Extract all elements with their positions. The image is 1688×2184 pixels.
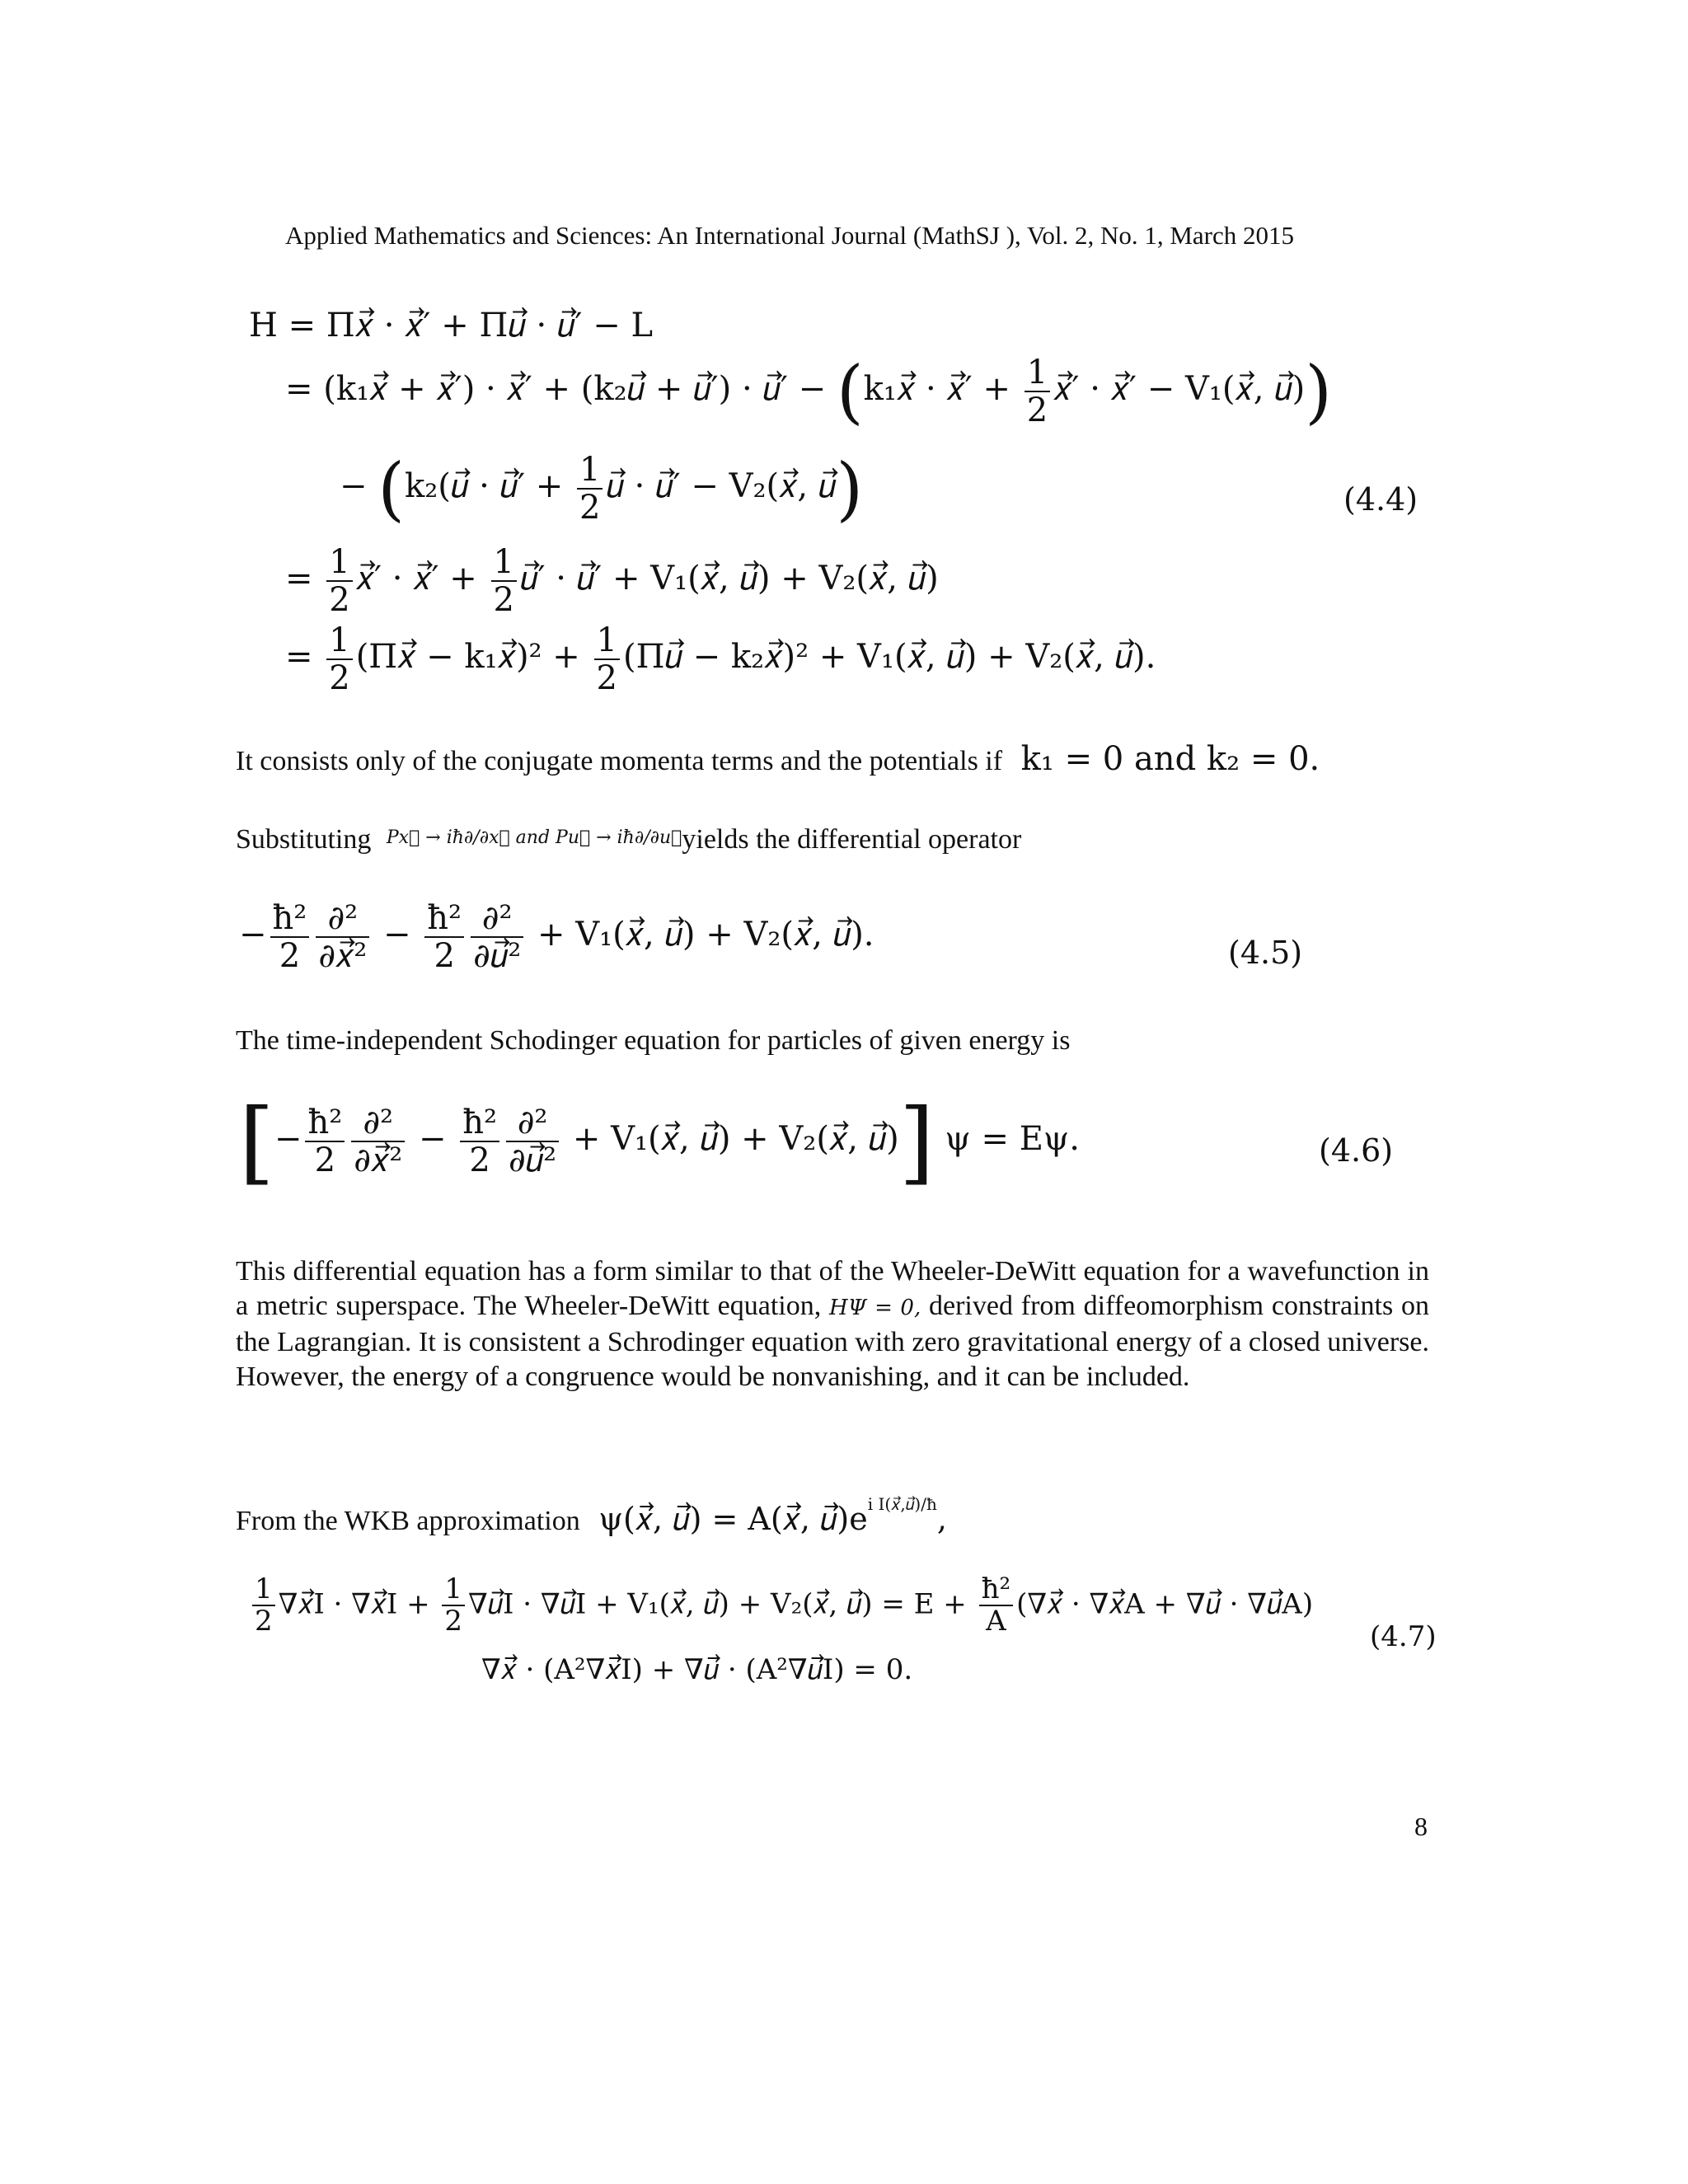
half-fraction: $\frac{1}{2}$ [594, 622, 620, 696]
eq47-number: (4.7) [1370, 1620, 1437, 1653]
second-derivative-u: $\frac{\text{∂²}}{\text{∂𝑢⃗²}}$ [471, 900, 523, 974]
paragraph-wkb [236, 1487, 947, 1539]
half-fraction: $\frac{1}{2}$ [577, 452, 603, 526]
second-derivative-x: $\frac{\text{∂²}}{\text{∂𝑥⃗²}}$ [351, 1104, 405, 1179]
eq44-line2 [285, 351, 1333, 432]
eq44-line5: = $\frac{1}{2}$ (Π𝑥⃗ − k₁𝑥⃗)² + $\frac{1}{2}$ (Π𝑢⃗ − k₂𝑥⃗)² + V₁(𝑥⃗, 𝑢⃗) + V₂(𝑥⃗, 𝑢⃗). [285, 621, 1156, 697]
eq44-line4: = $\frac{1}{2}$ 𝑥⃗′ · 𝑥⃗′ + $\frac{1}{2}$ 𝑢⃗′ · 𝑢⃗′ + V₁(𝑥⃗, 𝑢⃗) + V₂(𝑥⃗, 𝑢⃗) [285, 543, 939, 619]
paragraph-substituting-post: yields the differential operator [682, 824, 1022, 855]
equation-4-7-line2: ∇𝑥⃗ · (A²∇𝑥⃗I) + ∇𝑢⃗ · (A²∇𝑢⃗I) = 0. [481, 1653, 913, 1686]
second-derivative-x: $\frac{\text{∂²}}{\text{∂𝑥⃗²}}$ [316, 900, 369, 974]
running-header: Applied Mathematics and Sciences: An International Journal (MathSJ ), Vol. 2, No. 1, March 2015 [285, 221, 1295, 250]
half-fraction: $\frac{1}{2}$ [252, 1574, 275, 1638]
equation-4-6: [− $\frac{\text{ħ²}}{2}$ $\frac{\text{∂²}}{\text{∂𝑥⃗²}}$ − $\frac{\text{ħ²}}{2}$ $\frac{\text{∂²}}{\text{∂𝑢⃗²}}$ + V₁(𝑥⃗, 𝑢⃗) + V₂(𝑥⃗, 𝑢⃗)] ψ = Eψ. [239, 1089, 1080, 1194]
inline-math-operators: P𝑥⃗ → iħ∂/∂𝑥⃗ and P𝑢⃗ → iħ∂/∂𝑢⃗ [386, 827, 682, 848]
inline-math-k-zero: k₁ = 0 and k₂ = 0. [1020, 740, 1320, 778]
paragraph-momenta [236, 742, 1320, 779]
eq44-line3-inner-b: 𝑢⃗ · 𝑢⃗′ − V₂(𝑥⃗, 𝑢⃗ [606, 467, 837, 505]
inline-math-hpsi: HΨ = 0, [829, 1296, 921, 1320]
half-fraction: $\frac{1}{2}$ [442, 1574, 465, 1638]
eq44-line2-inner-b: 𝑥⃗′ · 𝑥⃗′ − V₁(𝑥⃗, 𝑢⃗) [1053, 370, 1306, 408]
paragraph-schrodinger: The time-independent Schodinger equation for particles of given energy is [236, 1025, 1071, 1056]
eq44-line1: H = Π𝑥⃗ · 𝑥⃗′ + Π𝑢⃗ · 𝑢⃗′ − L [249, 307, 654, 344]
hbar-fraction: $\frac{\text{ħ²}}{2}$ [460, 1104, 499, 1179]
close-bracket: ] [898, 1089, 935, 1194]
hbar-fraction: $\frac{\text{ħ²}}{2}$ [424, 900, 464, 974]
paragraph-wkb-text: From the WKB approximation [236, 1506, 580, 1536]
paragraph-momenta-text: It consists only of the conjugate momenta terms and the potentials if [236, 746, 1003, 776]
close-paren: ) [1305, 351, 1333, 432]
eq44-line3-minus: − [340, 467, 368, 505]
eq46-number: (4.6) [1319, 1132, 1394, 1169]
inline-math-wkb: ψ(𝑥⃗, 𝑢⃗) = A(𝑥⃗, $𝑢⃗)e^{i I(𝑥⃗,𝑢⃗)/ħ}$, [598, 1494, 947, 1537]
paragraph-substituting [236, 821, 1021, 857]
eq45-number: (4.5) [1228, 935, 1303, 971]
eq44-line3-inner-a: k₂(𝑢⃗ · 𝑢⃗′ + [405, 467, 564, 505]
paragraph-substituting-pre: Substituting [236, 824, 372, 855]
page-number: 8 [1414, 1811, 1428, 1841]
open-paren: ( [836, 351, 864, 432]
hbar-over-a-fraction: $\frac{\text{ħ²}}{A}$ [979, 1574, 1014, 1638]
eq44-line3 [340, 448, 864, 529]
equation-4-5: − $\frac{\text{ħ²}}{2}$ $\frac{\text{∂²}}{\text{∂𝑥⃗²}}$ − $\frac{\text{ħ²}}{2}$ $\frac{\text{∂²}}{\text{∂𝑢⃗²}}$ + V₁(𝑥⃗, 𝑢⃗) + V₂(𝑥⃗, 𝑢⃗). [239, 899, 874, 975]
close-paren: ) [836, 448, 864, 529]
second-derivative-u: $\frac{\text{∂²}}{\text{∂𝑢⃗²}}$ [506, 1104, 559, 1179]
hbar-fraction: $\frac{\text{ħ²}}{2}$ [305, 1104, 345, 1179]
eq44-line2-lhs: = (k₁𝑥⃗ + 𝑥⃗′) · 𝑥⃗′ + (k₂𝑢⃗ + 𝑢⃗′) · 𝑢⃗′ − [285, 370, 827, 408]
half-fraction: $\frac{1}{2}$ [326, 622, 352, 696]
half-fraction: $\frac{1}{2}$ [326, 544, 352, 618]
half-fraction: $\frac{1}{2}$ [491, 544, 517, 618]
eq44-number: (4.4) [1343, 481, 1418, 518]
half-fraction: $\frac{1}{2}$ [1025, 354, 1050, 429]
open-paren: ( [377, 448, 406, 529]
open-bracket: [ [239, 1089, 274, 1194]
eq44-line2-inner-a: k₁𝑥⃗ · 𝑥⃗′ + [863, 370, 1010, 408]
equation-4-7-line1: $\frac{1}{2}$ ∇𝑥⃗I · ∇𝑥⃗I + $\frac{1}{2}$ ∇𝑢⃗I · ∇𝑢⃗I + V₁(𝑥⃗, 𝑢⃗) + V₂(𝑥⃗, 𝑢⃗) = E + $\frac{\text{ħ²}}{A}$ (∇𝑥⃗ · ∇𝑥⃗A + ∇𝑢⃗ · ∇𝑢⃗A) [249, 1574, 1313, 1638]
paragraph-wheeler-dewitt: This differential equation has a form similar to that of the Wheeler-DeWitt equation for a wavefunction in a metric superspace. The Wheeler-DeWitt equation, HΨ = 0, derived from diffeomorphism constraints on the Lagrangian. It is consistent a Schrodinger equation with zero gravitational energy of a closed universe. However, the energy of a congruence would be nonvanishing, and it can be included. [236, 1256, 1429, 1392]
hbar-fraction: $\frac{\text{ħ²}}{2}$ [270, 900, 310, 974]
